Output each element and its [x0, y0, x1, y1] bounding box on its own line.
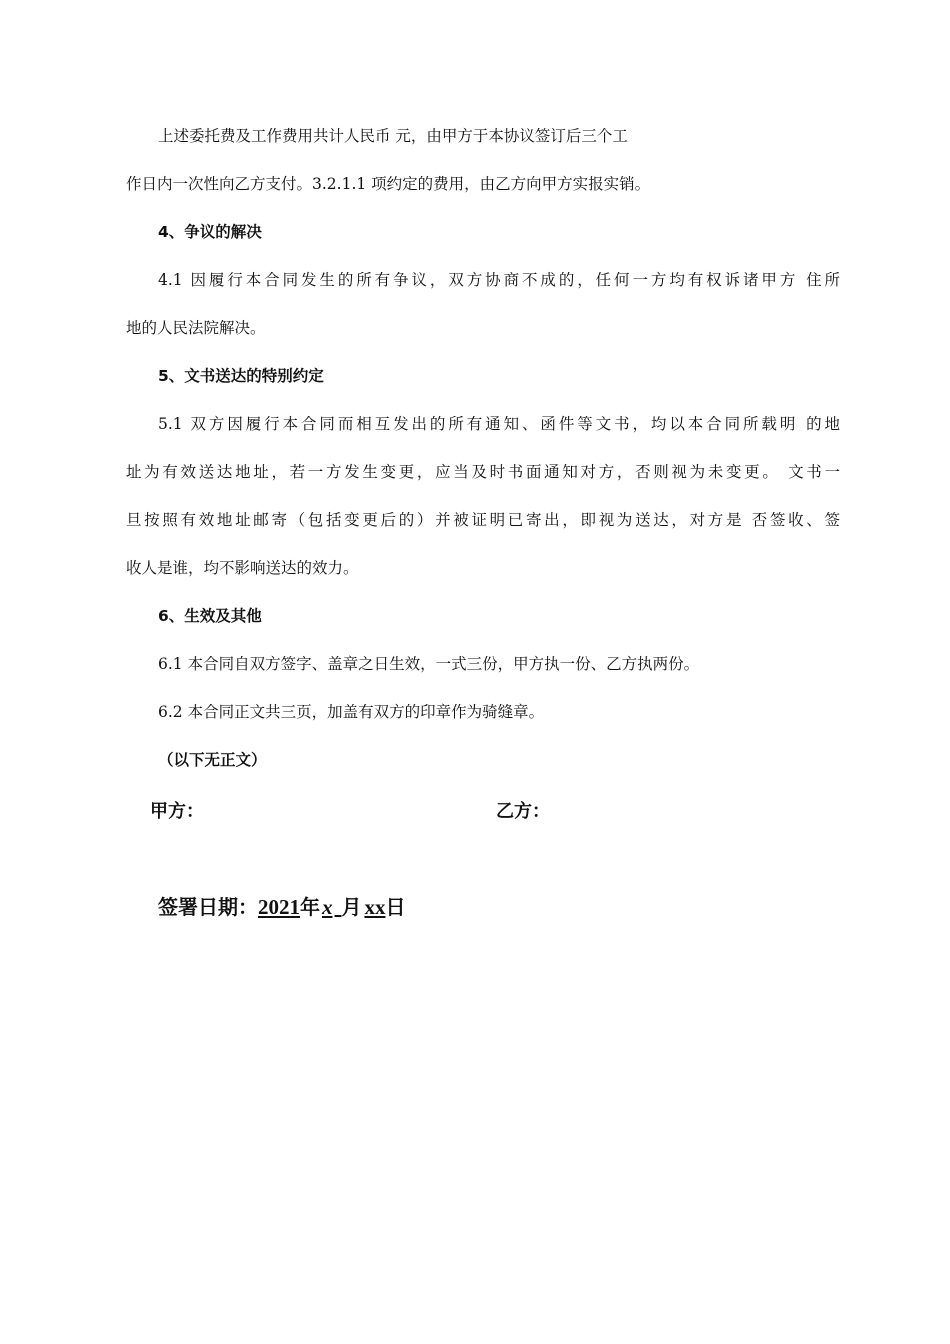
section-5-line-2: 址为有效送达地址，若一方发生变更，应当及时书面通知对方，否则视为未变更。 文书一 — [126, 463, 840, 481]
section-5-heading: 5、文书送达的特别约定 — [158, 367, 324, 385]
section-6-heading: 6、生效及其他 — [158, 607, 262, 625]
signing-date-day-unit: 日 — [385, 895, 406, 919]
signing-date-label: 签署日期： — [158, 895, 258, 919]
paragraph-fee-line-2: 作日内一次性向乙方支付。3.2.1.1 项约定的费用，由乙方向甲方实报实销。 — [126, 175, 651, 193]
section-4-heading: 4、争议的解决 — [158, 223, 262, 241]
party-a-signature-label: 甲方： — [150, 801, 204, 822]
paragraph-fee-line-1: 上述委托费及工作费用共计人民币 元，由甲方于本协议签订后三个工 — [158, 127, 628, 145]
section-6-item-2: 6.2 本合同正文共三页，加盖有双方的印章作为骑缝章。 — [158, 703, 545, 721]
section-6-item-1: 6.1 本合同自双方签字、盖章之日生效，一式三份，甲方执一份、乙方执两份。 — [158, 655, 700, 673]
section-5-line-1: 5.1 双方因履行本合同而相互发出的所有通知、函件等文书，均以本合同所载明 的地 — [158, 415, 840, 433]
section-4-line-2: 地的人民法院解决。 — [126, 319, 266, 337]
end-of-text-note: （以下无正文） — [158, 751, 267, 769]
party-b-signature-label: 乙方： — [496, 801, 550, 822]
section-5-line-3: 旦按照有效地址邮寄（包括变更后的）并被证明已寄出，即视为送达，对方是 否签收、签 — [126, 511, 840, 529]
signing-date-month: x — [322, 895, 333, 919]
signing-date — [158, 893, 405, 921]
section-4-line-1: 4.1 因履行本合同发生的所有争议，双方协商不成的，任何一方均有权诉诸甲方 住所 — [158, 271, 840, 289]
signing-date-day: xx — [364, 895, 386, 919]
signing-date-month-unit: 月 — [341, 895, 362, 919]
signing-date-year-unit: 年 — [300, 895, 320, 919]
signing-date-year: 2021 — [258, 895, 300, 919]
section-5-line-4: 收人是谁，均不影响送达的效力。 — [126, 559, 359, 577]
